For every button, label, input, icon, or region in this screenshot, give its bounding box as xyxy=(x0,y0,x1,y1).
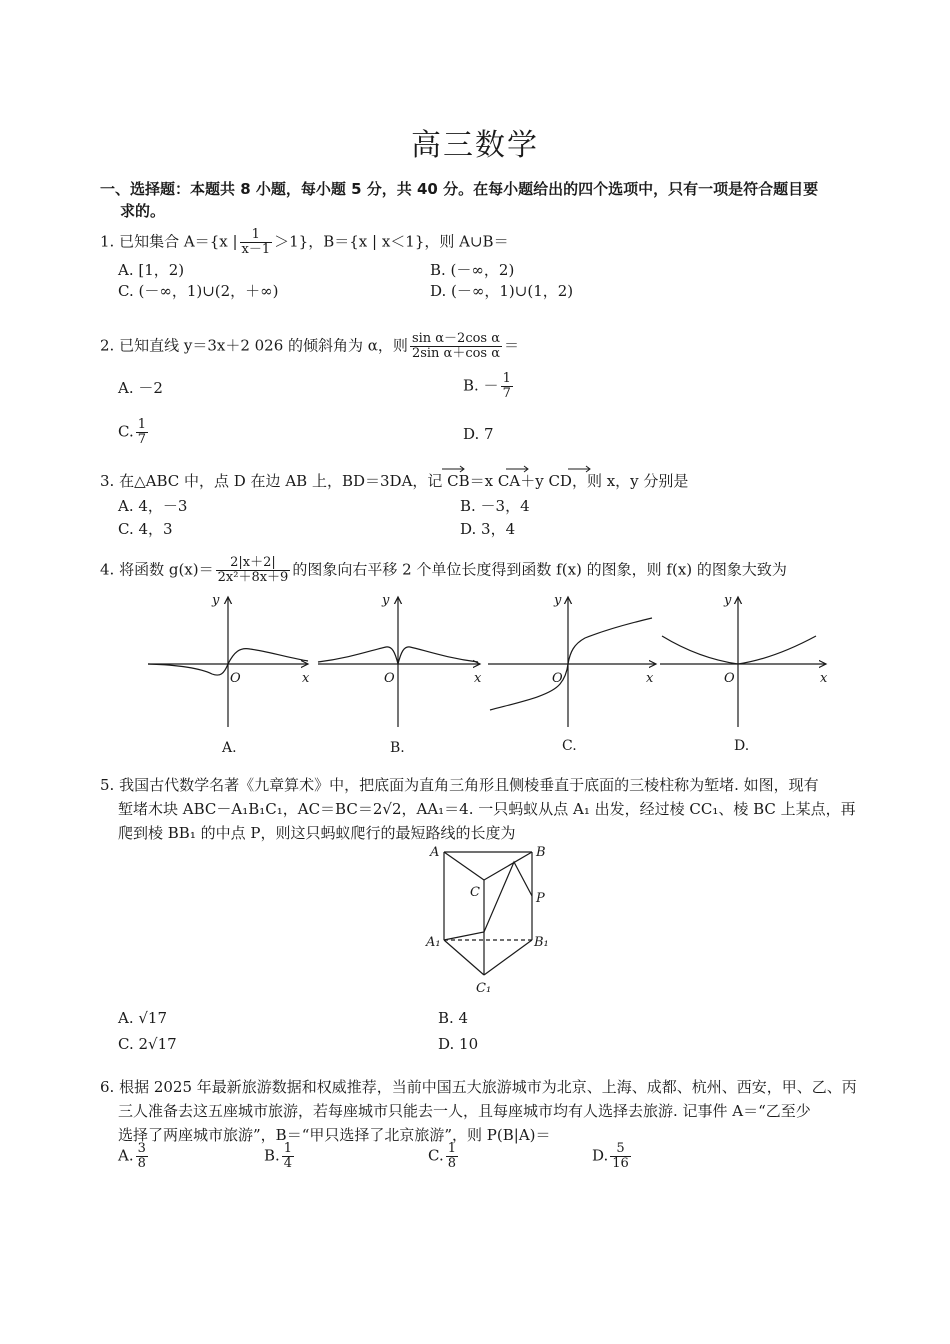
graph-d-origin-label: O xyxy=(724,671,735,686)
graph-d-y-label: y xyxy=(724,593,732,608)
question-6-line2: 三人准备去这五座城市旅游，若每座城市只能去一人，且每座城市均有人选择去旅游. 记事件 A＝“乙至少 xyxy=(118,1102,811,1120)
section-heading xyxy=(100,178,870,222)
q1-set-close: ＞1} xyxy=(274,232,309,251)
graph-b-label: B. xyxy=(390,740,405,756)
ant-path xyxy=(444,862,532,940)
q2-option-a: A. －2 xyxy=(118,379,163,397)
q2-suffix: ＝ xyxy=(504,336,520,355)
graph-a-label: A. xyxy=(222,740,237,756)
question-2-stem xyxy=(100,332,519,361)
q6-option-d xyxy=(592,1142,633,1171)
q6-option-c-fraction xyxy=(446,1142,458,1171)
q5-option-c: C. 2√17 xyxy=(118,1035,177,1053)
page-title: 高三数学 xyxy=(411,128,539,163)
q2-frac-den: 2sin α＋cos α xyxy=(411,346,501,361)
edge-b1c1 xyxy=(484,940,532,975)
q2-option-b-num: 1 xyxy=(502,371,511,386)
graph-c-y-label: y xyxy=(554,593,562,608)
q3-option-c: C. 4，3 xyxy=(118,520,173,538)
question-5-line2: 堑堵木块 ABC－A₁B₁C₁，AC＝BC＝2√2，AA₁＝4. 一只蚂蚁从点 A₁ 出发，经过棱 CC₁、棱 BC 上某点，再 xyxy=(118,800,856,818)
graph-c-origin-label: O xyxy=(552,671,563,686)
q6-option-b-den: 4 xyxy=(283,1156,293,1171)
q2-option-b-fraction xyxy=(501,372,513,401)
q6-option-c-den: 8 xyxy=(447,1156,456,1171)
q2-option-b-prefix: B. － xyxy=(463,376,499,395)
q3-option-d: D. 3，4 xyxy=(460,520,516,538)
graph-c-x-label: x xyxy=(646,671,654,686)
q6-option-c-num: 1 xyxy=(447,1141,456,1156)
label-c: C xyxy=(470,885,480,900)
question-5-line1: 5. 我国古代数学名著《九章算术》中，把底面为直角三角形且侧棱垂直于底面的三棱柱称为堑堵. 如图，现有 xyxy=(100,776,819,794)
graph-d-label: D. xyxy=(734,738,750,754)
q2-option-d: D. 7 xyxy=(463,425,494,443)
label-a1: A₁ xyxy=(426,935,441,950)
q6-option-a-num: 3 xyxy=(137,1141,146,1156)
graph-c-label: C. xyxy=(562,738,577,754)
graph-b-origin-label: O xyxy=(384,671,395,686)
graph-a-origin-label: O xyxy=(230,671,241,686)
q4-frac-den: 2x²＋8x＋9 xyxy=(217,570,289,585)
graph-b-y-label: y xyxy=(382,593,390,608)
q2-option-c-den: 7 xyxy=(137,432,146,447)
q2-option-c-prefix: C. xyxy=(118,422,134,441)
question-5-line3: 爬到棱 BB₁ 的中点 P，则这只蚂蚁爬行的最短路线的长度为 xyxy=(118,824,516,842)
q6-option-a-den: 8 xyxy=(137,1156,146,1171)
graph-d-curve xyxy=(662,636,816,664)
q6-option-d-fraction xyxy=(610,1142,631,1171)
q4-graphs xyxy=(140,592,840,762)
q6-option-a xyxy=(118,1142,150,1171)
q2-option-b xyxy=(463,372,515,401)
q6-option-c xyxy=(428,1142,460,1171)
graph-d-x-label: x xyxy=(820,671,828,686)
label-c1: C₁ xyxy=(476,981,492,996)
question-6-line3: 选择了两座城市旅游”，B＝“甲只选择了北京旅游”，则 P(B|A)＝ xyxy=(118,1126,551,1144)
q2-option-b-den: 7 xyxy=(502,386,511,401)
q1-fraction xyxy=(240,228,273,257)
q2-prefix: 2. 已知直线 y＝3x＋2 026 的倾斜角为 α，则 xyxy=(100,336,408,355)
label-a: A xyxy=(430,845,440,860)
q3-option-b: B. －3，4 xyxy=(460,497,530,515)
q1-frac-num: 1 xyxy=(240,228,273,243)
q2-frac-num: sin α－2cos α xyxy=(411,331,501,346)
q1-prefix: 1. 已知集合 A＝ xyxy=(100,232,210,251)
q4-suffix: 的图象向右平移 2 个单位长度得到函数 f(x) 的图象，则 f(x) 的图象大致为 xyxy=(292,560,787,579)
question-1-stem xyxy=(100,228,509,257)
q3-vector-arrows xyxy=(440,464,600,474)
q5-prism-figure xyxy=(420,840,560,1000)
section-heading-line2: 求的。 xyxy=(120,202,166,220)
q1-suffix: ，B＝{x | x＜1}，则 A∪B＝ xyxy=(308,232,509,251)
q6-option-b xyxy=(264,1142,296,1171)
graph-a-y-label: y xyxy=(212,593,220,608)
q2-fraction xyxy=(410,332,502,361)
q1-frac-den: x－1 xyxy=(241,242,271,257)
edge-a1c1 xyxy=(444,940,484,975)
q4-frac-num: 2|x＋2| xyxy=(216,556,291,571)
label-p: P xyxy=(536,891,545,906)
q6-option-d-den: 16 xyxy=(612,1156,629,1171)
q1-option-c: C. (－∞，1)∪(2，＋∞) xyxy=(118,282,279,300)
q4-prefix: 4. 将函数 g(x)＝ xyxy=(100,560,214,579)
label-b: B xyxy=(536,845,546,860)
q6-option-a-fraction xyxy=(136,1142,148,1171)
q6-option-a-prefix: A. xyxy=(118,1146,134,1165)
q6-option-b-fraction xyxy=(282,1142,294,1171)
graph-b-x-label: x xyxy=(474,671,482,686)
q6-option-b-num: 1 xyxy=(283,1141,293,1156)
q2-option-c xyxy=(118,418,150,447)
label-b1: B₁ xyxy=(534,935,549,950)
q6-option-d-prefix: D. xyxy=(592,1146,609,1165)
section-heading-line1: 一、选择题：本题共 8 小题，每小题 5 分，共 40 分。在每小题给出的四个选项中，只有一项是符合题目要 xyxy=(100,180,819,198)
q6-option-c-prefix: C. xyxy=(428,1146,444,1165)
edge-ac xyxy=(444,852,484,880)
q2-option-c-fraction xyxy=(136,418,148,447)
question-4-stem xyxy=(100,556,787,585)
question-3-stem: 3. 在△ABC 中，点 D 在边 AB 上，BD＝3DA，记 CB＝x CA＋y CD，则 x，y 分别是 xyxy=(100,472,689,490)
q5-option-d: D. 10 xyxy=(438,1035,479,1053)
q2-option-c-num: 1 xyxy=(137,417,146,432)
q1-option-d: D. (－∞，1)∪(1，2) xyxy=(430,282,574,300)
q1-option-a: A. [1，2) xyxy=(118,261,185,279)
question-6-line1: 6. 根据 2025 年最新旅游数据和权威推荐，当前中国五大旅游城市为北京、上海、成都、杭州、西安，甲、乙、丙 xyxy=(100,1078,857,1096)
q1-set-open: {x | xyxy=(209,232,238,251)
q5-option-a: A. √17 xyxy=(118,1009,168,1027)
q6-option-b-prefix: B. xyxy=(264,1146,280,1165)
graph-a-x-label: x xyxy=(302,671,310,686)
q6-option-d-num: 5 xyxy=(610,1142,631,1157)
q4-fraction xyxy=(216,556,291,585)
q1-option-b: B. (－∞，2) xyxy=(430,261,515,279)
q3-option-a: A. 4，－3 xyxy=(118,497,188,515)
q5-option-b: B. 4 xyxy=(438,1009,469,1027)
